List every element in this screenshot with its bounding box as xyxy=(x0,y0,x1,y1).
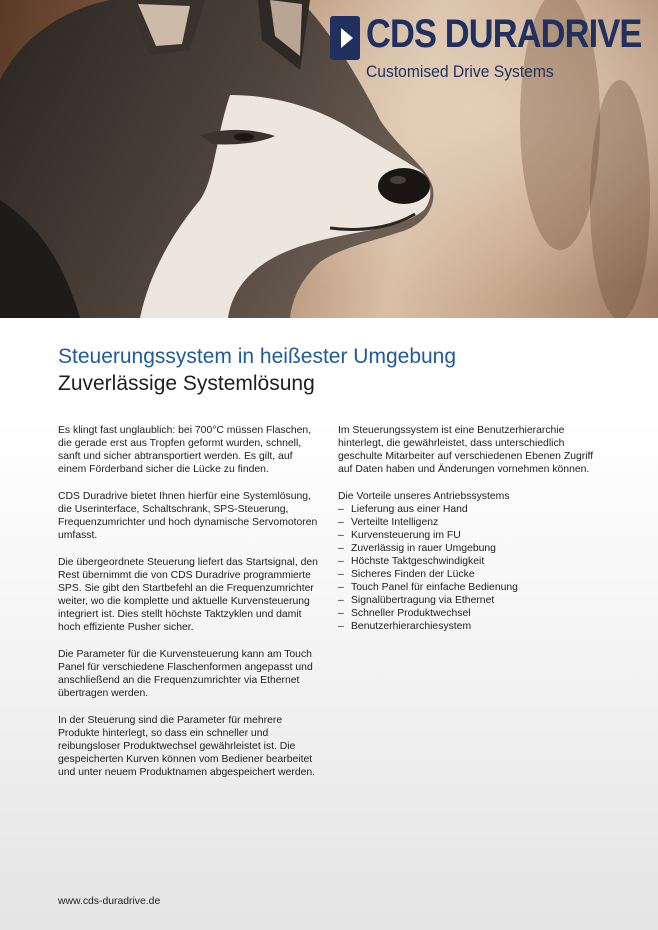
list-item: – Benutzerhierarchiesystem xyxy=(338,620,600,633)
paragraph-intro: Es klingt fast unglaublich: bei 700°C müssen Flaschen, die gerade erst aus Tropfen geformt wurden, schnell, sanft und sicher abtransportiert werden. Es gilt, auf einem Förderband sicher die Lücke zu finden. xyxy=(58,425,312,475)
paragraph-product-change: In der Steuerung sind die Parameter für mehrere Produkte hinterlegt, so dass ein schneller und reibungsloser Produktwechsel gewährleistet ist. Die gespeicherten Kurven können vom Bediener bearbeitet und unter neuem Produktnamen abgespeichert werden. xyxy=(58,715,316,778)
logo-mark-icon xyxy=(330,16,360,60)
paragraph-control: Die übergeordnete Steuerung liefert das Startsignal, den Rest übernimmt die von CDS Duradrive programmierte SPS. Sie gibt den Startbefehl an die Frequenzumrichter weiter, wo die komplette und aktuelle Kurvensteuerung integriert ist. Dies stellt höchste Taktzyklen und damit hoch effiziente Pusher sicher. xyxy=(58,557,318,633)
list-item: – Sicheres Finden der Lücke xyxy=(338,568,600,581)
benefits-list xyxy=(338,503,600,633)
brand-tagline: Customised Drive Systems xyxy=(366,62,554,81)
list-item: – Höchste Taktgeschwindigkeit xyxy=(338,555,600,568)
list-item: – Signalübertragung via Ethernet xyxy=(338,594,600,607)
list-item: – Kurvensteuerung im FU xyxy=(338,529,600,542)
page-subtitle: Zuverlässige Systemlösung xyxy=(58,372,315,395)
hero-image xyxy=(0,0,658,318)
list-item: – Verteilte Intelligenz xyxy=(338,516,600,529)
list-item: – Touch Panel für einfache Bedienung xyxy=(338,581,600,594)
paragraph-parameters: Die Parameter für die Kurvensteuerung kann am Touch Panel für verschiedene Flaschenformen angepasst und anschließend an die Frequenzumrichter via Ethernet übertragen werden. xyxy=(58,649,313,699)
benefits-heading: Die Vorteile unseres Antriebssystems xyxy=(338,491,510,502)
left-column xyxy=(58,424,320,793)
page-title: Steuerungssystem in heißester Umgebung xyxy=(58,345,457,368)
list-item: – Schneller Produktwechsel xyxy=(338,607,600,620)
paragraph-user-hierarchy: Im Steuerungssystem ist eine Benutzerhierarchie hinterlegt, die gewährleistet, dass unterschiedlich geschulte Mitarbeiter auf verschiedenen Ebenen Zugriff auf Daten haben und Änderungen vornehmen können. xyxy=(338,425,594,475)
paragraph-system-solution: CDS Duradrive bietet Ihnen hierfür eine Systemlösung, die Userinterface, Schaltschrank, SPS-Steuerung, Frequenzumrichter und hoch dynamische Servomotoren umfasst. xyxy=(58,491,318,541)
list-item: – Zuverlässig in rauer Umgebung xyxy=(338,542,600,555)
brand-logo xyxy=(330,10,642,90)
list-item: – Lieferung aus einer Hand xyxy=(338,503,600,516)
footer-website-link[interactable]: www.cds-duradrive.de xyxy=(58,896,161,907)
brand-name: CDS DURADRIVE xyxy=(366,12,642,56)
right-column xyxy=(338,424,600,633)
